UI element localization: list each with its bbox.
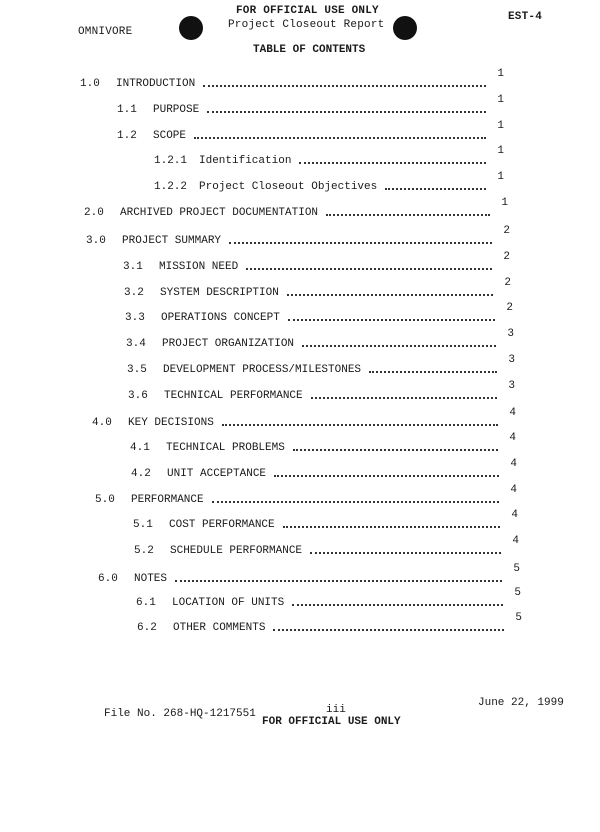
redaction-dot-right xyxy=(393,16,417,40)
toc-entry xyxy=(130,432,516,454)
toc-entry xyxy=(126,328,514,350)
toc-entry-number: 3.5 xyxy=(127,364,147,376)
dot-leader xyxy=(293,448,498,451)
toc-entry-number: 5.1 xyxy=(133,519,153,531)
toc-entry xyxy=(95,484,517,506)
dot-leader xyxy=(326,213,490,216)
toc-entry-page: 1 xyxy=(497,120,504,132)
footer-date: June 22, 1999 xyxy=(478,697,564,709)
dot-leader xyxy=(203,84,486,87)
toc-entry-page: 4 xyxy=(509,432,516,444)
toc-entry-number: 4.1 xyxy=(130,442,150,454)
toc-entry-number: 3.6 xyxy=(128,390,148,402)
toc-entry xyxy=(98,563,520,585)
toc-entry xyxy=(80,68,504,90)
toc-entry-label: KEY DECISIONS xyxy=(128,417,214,429)
dot-leader xyxy=(369,370,497,373)
dot-leader xyxy=(311,396,497,399)
dot-leader xyxy=(310,551,501,554)
toc-entry-number: 3.4 xyxy=(126,338,146,350)
toc-entry xyxy=(92,407,516,429)
dot-leader xyxy=(299,161,486,164)
toc-entry xyxy=(124,277,511,299)
dot-leader xyxy=(229,241,492,244)
toc-entry-number: 1.2 xyxy=(117,130,137,142)
toc-entry-number: 1.1 xyxy=(117,104,137,116)
toc-entry-number: 3.3 xyxy=(125,312,145,324)
toc-entry xyxy=(127,354,515,376)
dot-leader xyxy=(292,603,503,606)
header-report-title: Project Closeout Report xyxy=(228,19,385,31)
toc-entry xyxy=(154,171,504,193)
toc-entry-page: 4 xyxy=(511,509,518,521)
toc-entry xyxy=(136,587,521,609)
dot-leader xyxy=(273,628,504,631)
toc-entry-label: PROJECT ORGANIZATION xyxy=(162,338,295,350)
toc-entry-label: SYSTEM DESCRIPTION xyxy=(160,287,279,299)
toc-entry-number: 1.2.1 xyxy=(154,155,188,167)
toc-entry-label: ARCHIVED PROJECT DOCUMENTATION xyxy=(120,207,319,219)
toc-entry xyxy=(131,458,517,480)
toc-entry-page: 3 xyxy=(508,354,515,366)
toc-entry-page: 4 xyxy=(510,484,517,496)
toc-entry xyxy=(133,509,518,531)
toc-entry-label: TECHNICAL PERFORMANCE xyxy=(164,390,303,402)
header-classification: FOR OFFICIAL USE ONLY xyxy=(236,5,379,17)
toc-entry-label: INTRODUCTION xyxy=(116,78,196,90)
toc-entry-label: PROJECT SUMMARY xyxy=(122,235,222,247)
toc-entry xyxy=(86,225,510,247)
toc-entry-label: PERFORMANCE xyxy=(131,494,204,506)
toc-entry-label: PURPOSE xyxy=(153,104,200,116)
footer-file-number: File No. 268-HQ-1217551 xyxy=(104,708,256,720)
toc-entry xyxy=(154,145,504,167)
toc-entry xyxy=(134,535,519,557)
footer-classification: FOR OFFICIAL USE ONLY xyxy=(262,716,401,728)
toc-entry-number: 6.1 xyxy=(136,597,156,609)
toc-entry-number: 4.0 xyxy=(92,417,112,429)
toc-entry-page: 4 xyxy=(509,407,516,419)
dot-leader xyxy=(287,293,493,296)
toc-entry xyxy=(123,251,510,273)
toc-entry-label: Project Closeout Objectives xyxy=(199,181,378,193)
header-org: OMNIVORE xyxy=(78,26,133,38)
toc-entry-page: 1 xyxy=(497,68,504,80)
toc-entry xyxy=(125,302,513,324)
toc-entry-number: 3.1 xyxy=(123,261,143,273)
toc-entry-label: OTHER COMMENTS xyxy=(173,622,266,634)
dot-leader xyxy=(274,474,499,477)
toc-entry-label: LOCATION OF UNITS xyxy=(172,597,285,609)
toc-entry-page: 2 xyxy=(504,277,511,289)
toc-entry-number: 1.2.2 xyxy=(154,181,188,193)
toc-entry-label: OPERATIONS CONCEPT xyxy=(161,312,280,324)
toc-entry-number: 6.2 xyxy=(137,622,157,634)
toc-entry-number: 5.0 xyxy=(95,494,115,506)
toc-entry xyxy=(117,94,504,116)
toc-entry-label: Identification xyxy=(199,155,292,167)
dot-leader xyxy=(283,525,500,528)
toc-entry-label: SCHEDULE PERFORMANCE xyxy=(170,545,303,557)
footer-page-number: iii xyxy=(326,704,346,716)
toc-entry-page: 1 xyxy=(497,145,504,157)
toc-entry-page: 4 xyxy=(512,535,519,547)
toc-entry-page: 1 xyxy=(497,171,504,183)
toc-entry-page: 1 xyxy=(497,94,504,106)
dot-leader xyxy=(207,110,486,113)
toc-entry xyxy=(128,380,515,402)
header-doc-id: EST-4 xyxy=(508,11,543,23)
redaction-dot-left xyxy=(179,16,203,40)
toc-entry-number: 4.2 xyxy=(131,468,151,480)
toc-entry-page: 3 xyxy=(508,380,515,392)
toc-entry-page: 2 xyxy=(503,251,510,263)
toc-entry-page: 5 xyxy=(515,612,522,624)
dot-leader xyxy=(194,136,486,139)
dot-leader xyxy=(288,318,495,321)
toc-entry-page: 3 xyxy=(507,328,514,340)
toc-entry-label: COST PERFORMANCE xyxy=(169,519,275,531)
toc-entry-number: 3.2 xyxy=(124,287,144,299)
toc-entry-number: 6.0 xyxy=(98,573,118,585)
dot-leader xyxy=(385,187,486,190)
toc-title: TABLE OF CONTENTS xyxy=(253,44,366,56)
dot-leader xyxy=(175,579,502,582)
toc-entry-page: 1 xyxy=(501,197,508,209)
toc-entry-page: 4 xyxy=(510,458,517,470)
toc-entry-label: MISSION NEED xyxy=(159,261,239,273)
toc-entry xyxy=(117,120,504,142)
toc-entry-page: 5 xyxy=(514,587,521,599)
dot-leader xyxy=(212,500,499,503)
toc-entry-number: 2.0 xyxy=(84,207,104,219)
toc-entry-number: 1.0 xyxy=(80,78,100,90)
toc-entry-page: 2 xyxy=(503,225,510,237)
toc-entry-page: 5 xyxy=(513,563,520,575)
toc-entry-number: 3.0 xyxy=(86,235,106,247)
toc-entry xyxy=(137,612,522,634)
toc-entry-label: UNIT ACCEPTANCE xyxy=(167,468,267,480)
toc-entry-label: NOTES xyxy=(134,573,168,585)
toc-entry-label: SCOPE xyxy=(153,130,187,142)
toc-entry-label: DEVELOPMENT PROCESS/MILESTONES xyxy=(163,364,362,376)
dot-leader xyxy=(302,344,496,347)
toc-entry-number: 5.2 xyxy=(134,545,154,557)
toc-entry-page: 2 xyxy=(506,302,513,314)
dot-leader xyxy=(222,423,498,426)
toc-entry xyxy=(84,197,508,219)
dot-leader xyxy=(246,267,492,270)
toc-entry-label: TECHNICAL PROBLEMS xyxy=(166,442,285,454)
